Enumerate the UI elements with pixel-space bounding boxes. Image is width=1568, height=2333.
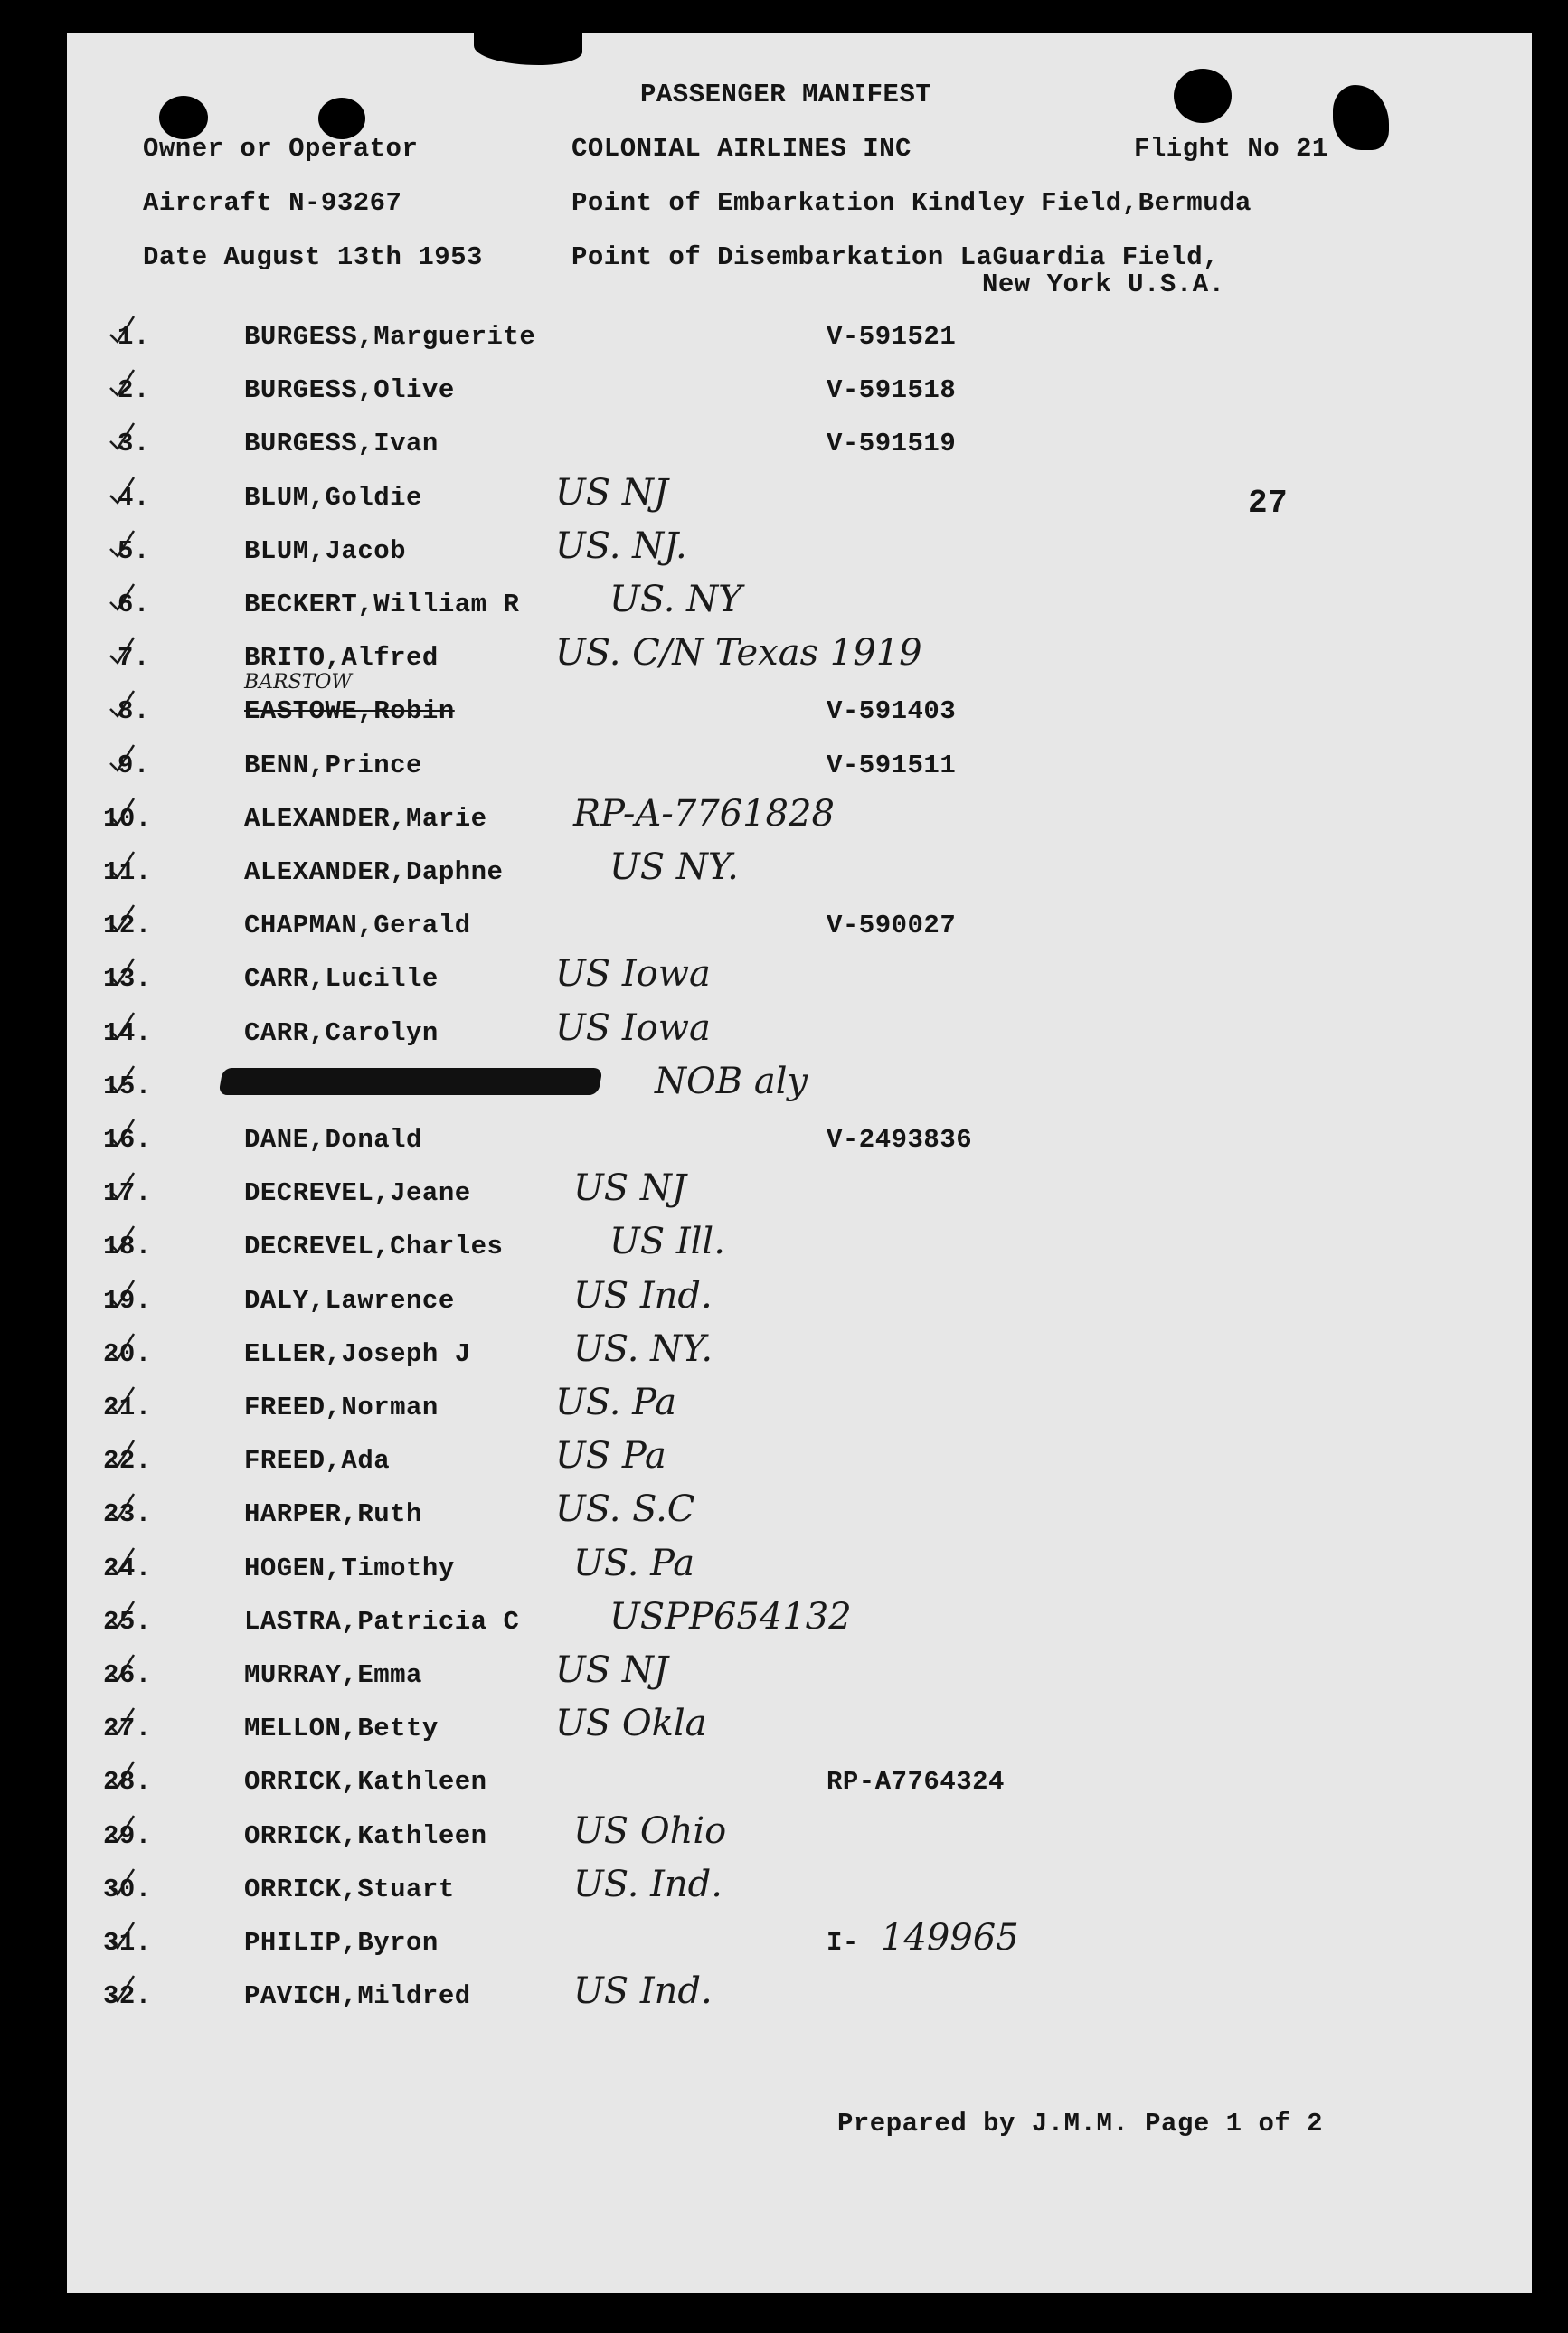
passenger-name: BURGESS,Olive — [244, 375, 455, 405]
redaction-bar — [218, 1068, 602, 1095]
handwritten-note: US Ind. — [573, 1275, 713, 1317]
passenger-number: 14. — [103, 1018, 152, 1048]
passenger-row — [67, 1123, 1532, 1168]
passenger-number: 3. — [118, 429, 150, 458]
passenger-number: 1. — [118, 322, 150, 352]
passenger-name: DECREVEL,Charles — [244, 1232, 504, 1261]
passenger-number: 6. — [118, 590, 150, 619]
passenger-number: 16. — [103, 1125, 152, 1155]
name-correction: BARSTOW — [244, 671, 353, 694]
passenger-row — [67, 1810, 1532, 1865]
passenger-name: LASTRA,Patricia C — [244, 1607, 520, 1637]
passenger-number: 4. — [118, 483, 150, 513]
passenger-row — [67, 373, 1532, 419]
passenger-number: 24. — [103, 1554, 152, 1583]
document-number: V-2493836 — [827, 1125, 973, 1155]
handwritten-note: US NJ — [555, 472, 668, 514]
passenger-number: 10. — [103, 804, 152, 834]
handwritten-note: US Ind. — [573, 1970, 713, 2012]
passenger-name: HARPER,Ruth — [244, 1499, 422, 1529]
aircraft-id: Aircraft N-93267 — [143, 188, 402, 218]
handwritten-note: US Ohio — [573, 1810, 727, 1852]
passenger-name: BURGESS,Ivan — [244, 429, 439, 458]
passenger-name: ORRICK,Kathleen — [244, 1767, 487, 1797]
page-footer: Prepared by J.M.M. Page 1 of 2 — [837, 2109, 1324, 2139]
passenger-number: 25. — [103, 1607, 152, 1637]
passenger-number: 2. — [118, 375, 150, 405]
passenger-row — [67, 1649, 1532, 1704]
passenger-row — [67, 953, 1532, 1007]
operator-name: COLONIAL AIRLINES INC — [571, 134, 912, 164]
passenger-row — [67, 1488, 1532, 1543]
passenger-name: MURRAY,Emma — [244, 1660, 422, 1690]
passenger-number: 22. — [103, 1446, 152, 1476]
passenger-number: 8. — [118, 696, 150, 726]
passenger-name: BECKERT,William R — [244, 590, 520, 619]
passenger-row — [67, 1596, 1532, 1650]
top-notch — [474, 33, 582, 65]
passenger-name: PAVICH,Mildred — [244, 1981, 471, 2011]
punch-hole-right — [1174, 69, 1232, 123]
passenger-name: BLUM,Goldie — [244, 483, 422, 513]
passenger-number: 13. — [103, 964, 152, 994]
handwritten-note: US Okla — [555, 1703, 707, 1744]
passenger-name: ORRICK,Kathleen — [244, 1821, 487, 1851]
manifest-title: PASSENGER MANIFEST — [640, 80, 932, 109]
passenger-number: 31. — [103, 1928, 152, 1958]
passenger-row — [67, 1328, 1532, 1383]
passenger-row — [67, 1221, 1532, 1275]
passenger-number: 17. — [103, 1178, 152, 1208]
handwritten-note: US. NY. — [573, 1328, 713, 1370]
passenger-row — [67, 1543, 1532, 1597]
handwritten-note: US. NY — [609, 579, 742, 620]
passenger-name: DANE,Donald — [244, 1125, 422, 1155]
passenger-number: 23. — [103, 1499, 152, 1529]
passenger-row — [67, 671, 1532, 740]
passenger-row — [67, 1382, 1532, 1436]
handwritten-note: RP-A-7761828 — [573, 793, 835, 835]
document-number: V-590027 — [827, 911, 957, 940]
passenger-number: 7. — [118, 643, 150, 673]
passenger-name: ELLER,Joseph J — [244, 1339, 471, 1369]
handwritten-note: US. C/N Texas 1919 — [555, 632, 922, 674]
passenger-row — [67, 1970, 1532, 2025]
passenger-row — [67, 1765, 1532, 1810]
passenger-row — [67, 1917, 1532, 1971]
handwritten-note: US Iowa — [555, 1007, 711, 1049]
disembarkation-point: Point of Disembarkation LaGuardia Field, — [571, 242, 1220, 272]
document-number: V-591403 — [827, 696, 957, 726]
handwritten-note: 149965 — [881, 1917, 1019, 1959]
passenger-number: 26. — [103, 1660, 152, 1690]
passenger-number: 28. — [103, 1767, 152, 1797]
document-number: V-591518 — [827, 375, 957, 405]
passenger-name: CARR,Lucille — [244, 964, 439, 994]
passenger-name: ORRICK,Stuart — [244, 1875, 455, 1904]
passenger-number: 5. — [118, 536, 150, 566]
passenger-row — [67, 472, 1532, 526]
passenger-name: ALEXANDER,Daphne — [244, 857, 504, 887]
punch-hole-left — [159, 96, 208, 139]
document-number: V-591521 — [827, 322, 957, 352]
handwritten-note: US NJ — [573, 1167, 686, 1209]
handwritten-note: US. S.C — [555, 1488, 695, 1530]
passenger-number: 29. — [103, 1821, 152, 1851]
handwritten-note: US. NJ. — [555, 525, 687, 567]
passenger-name: BURGESS,Marguerite — [244, 322, 536, 352]
passenger-row — [67, 525, 1532, 580]
passenger-number: 30. — [103, 1875, 152, 1904]
passenger-row — [67, 1864, 1532, 1918]
handwritten-note: US NY. — [609, 846, 739, 888]
passenger-name: MELLON,Betty — [244, 1714, 439, 1743]
document-number: I- — [827, 1928, 859, 1958]
passenger-number: 27. — [103, 1714, 152, 1743]
passenger-row — [67, 793, 1532, 847]
passenger-name: CHAPMAN,Gerald — [244, 911, 471, 940]
handwritten-note: US NJ — [555, 1649, 668, 1691]
passenger-number: 32. — [103, 1981, 152, 2011]
passenger-row — [67, 579, 1532, 633]
passenger-number: 21. — [103, 1393, 152, 1422]
passenger-row — [67, 1007, 1532, 1062]
flight-number: Flight No 21 — [1134, 134, 1328, 164]
passenger-name: BRITO,Alfred — [244, 643, 439, 673]
handwritten-note: USPP654132 — [609, 1596, 852, 1638]
document-number: RP-A7764324 — [827, 1767, 1005, 1797]
document-number: V-591511 — [827, 751, 957, 780]
passenger-row — [67, 427, 1532, 472]
handwritten-note: US Ill. — [609, 1221, 725, 1262]
passenger-name: DECREVEL,Jeane — [244, 1178, 471, 1208]
handwritten-note: US. Pa — [555, 1382, 677, 1423]
passenger-number: 9. — [118, 751, 150, 780]
passenger-row — [67, 1703, 1532, 1757]
passenger-row — [67, 1167, 1532, 1222]
handwritten-note: US. Pa — [573, 1543, 695, 1584]
passenger-number: 12. — [103, 911, 152, 940]
passenger-count-note: 27 — [1248, 485, 1289, 522]
embarkation-point: Point of Embarkation Kindley Field,Bermuda — [571, 188, 1252, 218]
passenger-row — [67, 1275, 1532, 1329]
handwritten-note: US. Ind. — [573, 1864, 723, 1905]
manifest-page — [67, 33, 1532, 2293]
passenger-name: EASTOWE,Robin — [244, 696, 455, 726]
flight-date: Date August 13th 1953 — [143, 242, 483, 272]
passenger-row — [67, 909, 1532, 954]
handwritten-note: US Pa — [555, 1435, 666, 1477]
passenger-name: ALEXANDER,Marie — [244, 804, 487, 834]
passenger-number: 19. — [103, 1286, 152, 1316]
passenger-row — [67, 749, 1532, 794]
passenger-name: HOGEN,Timothy — [244, 1554, 455, 1583]
passenger-number: 15. — [103, 1072, 152, 1101]
owner-label: Owner or Operator — [143, 134, 419, 164]
passenger-number: 11. — [103, 857, 152, 887]
handwritten-note: NOB aly — [655, 1061, 808, 1102]
passenger-number: 20. — [103, 1339, 152, 1369]
passenger-row — [67, 320, 1532, 365]
passenger-name: BLUM,Jacob — [244, 536, 407, 566]
passenger-row — [67, 1435, 1532, 1489]
passenger-name: BENN,Prince — [244, 751, 422, 780]
passenger-name: DALY,Lawrence — [244, 1286, 455, 1316]
document-number: V-591519 — [827, 429, 957, 458]
handwritten-note: US Iowa — [555, 953, 711, 995]
passenger-name: CARR,Carolyn — [244, 1018, 439, 1048]
passenger-name: FREED,Ada — [244, 1446, 391, 1476]
passenger-name: PHILIP,Byron — [244, 1928, 439, 1958]
passenger-number: 18. — [103, 1232, 152, 1261]
passenger-row — [67, 846, 1532, 901]
passenger-name: FREED,Norman — [244, 1393, 439, 1422]
torn-corner-mark — [1333, 85, 1389, 150]
disembarkation-city: New York U.S.A. — [982, 269, 1225, 299]
